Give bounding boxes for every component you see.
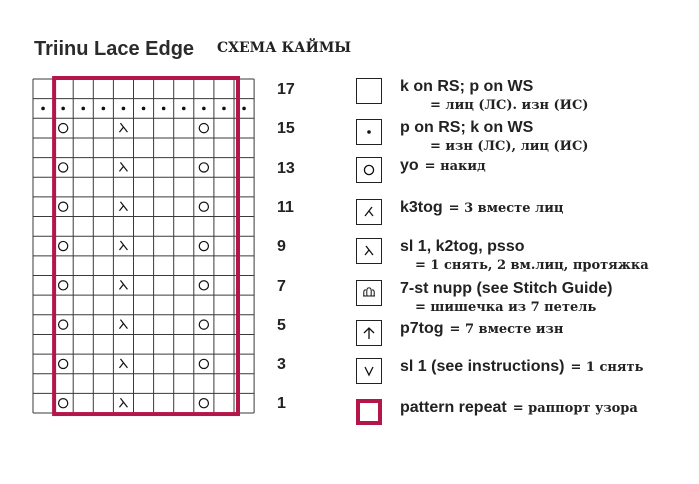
legend-russian-label: = изн (ЛС), лиц (ИС) [430, 139, 589, 154]
chart-cell-decrease-mark [119, 359, 127, 368]
chart-cell-yo-circle [199, 202, 208, 211]
sk2p-symbol-icon [356, 238, 382, 264]
legend-label [400, 358, 643, 376]
legend-label [400, 157, 486, 175]
legend-russian-label: = 7 вместе изн [449, 322, 564, 337]
chart-cell-yo-circle [199, 241, 208, 250]
chart-cell-purl-dot [81, 107, 85, 111]
legend-english-label: k on RS; p on WS [400, 78, 534, 95]
chart-cell-yo-circle [59, 281, 68, 290]
chart-cell-decrease-mark [119, 280, 127, 289]
chart-cell-yo-circle [59, 163, 68, 172]
chart-cell-decrease-mark [119, 241, 127, 250]
chart-cell-purl-dot [61, 107, 65, 111]
chart-cell-decrease-mark [119, 398, 127, 407]
chart-cell-decrease-mark [119, 162, 127, 171]
chart-cell-purl-dot [182, 107, 186, 111]
row-number: 15 [277, 120, 295, 138]
legend-english-label: p on RS; k on WS [400, 119, 534, 136]
chart-cell-purl-dot [162, 107, 166, 111]
chart-cell-yo-circle [59, 202, 68, 211]
row-number: 7 [277, 277, 286, 295]
chart-cell-purl-dot [242, 107, 246, 111]
chart-cell-purl-dot [122, 107, 126, 111]
chart-cell-decrease-mark [119, 320, 127, 329]
chart-cell-purl-dot [102, 107, 106, 111]
legend-label [400, 399, 638, 417]
legend-label [400, 119, 589, 154]
legend-russian-label: = 3 вместе лиц [448, 201, 564, 216]
p7tog-symbol-icon [356, 320, 382, 346]
chart-cell-yo-circle [59, 359, 68, 368]
row-number: 5 [277, 316, 286, 334]
chart-cell-yo-circle [59, 320, 68, 329]
legend-english-label: k3tog [400, 199, 443, 216]
chart-cell-purl-dot [142, 107, 146, 111]
k3tog-symbol-icon [356, 199, 382, 225]
chart-cell-yo-circle [199, 399, 208, 408]
legend-english-label: p7tog [400, 320, 444, 337]
chart-cell-yo-circle [199, 281, 208, 290]
legend-label [400, 320, 563, 338]
legend-english-label: 7-st nupp (see Stitch Guide) [400, 280, 613, 297]
row-number: 9 [277, 238, 286, 256]
chart-cell-purl-dot [41, 107, 45, 111]
chart-cell-yo-circle [59, 124, 68, 133]
row-number: 17 [277, 81, 295, 98]
legend-english-label: yo [400, 157, 419, 174]
purl-symbol-icon [356, 119, 382, 145]
knit-symbol-icon [356, 78, 382, 104]
legend-label [400, 280, 613, 315]
chart-cell-purl-dot [202, 107, 206, 111]
chart-cell-yo-circle [199, 124, 208, 133]
sl1-symbol-icon [356, 358, 382, 384]
chart-cell-yo-circle [199, 320, 208, 329]
chart-cell-yo-circle [59, 399, 68, 408]
row-number: 13 [277, 159, 295, 177]
row-number: 1 [277, 395, 286, 413]
chart-cell-purl-dot [222, 107, 226, 111]
yo-symbol-icon [356, 157, 382, 183]
legend-english-label: pattern repeat [400, 399, 507, 416]
legend-russian-label: = лиц (ЛС). изн (ИС) [430, 98, 589, 113]
chart-cell-decrease-mark [119, 123, 127, 132]
legend-label [400, 78, 589, 113]
repeat-symbol-icon [356, 399, 382, 425]
chart-subtitle: СХЕМА КАЙМЫ [217, 40, 352, 56]
legend-english-label: sl 1, k2tog, psso [400, 238, 525, 255]
legend-russian-label: = шишечка из 7 петель [415, 300, 597, 315]
chart-cell-yo-circle [199, 359, 208, 368]
row-number: 3 [277, 356, 286, 374]
legend-english-label: sl 1 (see instructions) [400, 358, 565, 375]
legend-label [400, 199, 563, 217]
row-number: 11 [277, 198, 294, 216]
pattern-repeat-outline [54, 78, 238, 414]
chart-cell-yo-circle [199, 163, 208, 172]
legend-russian-label: = раппорт узора [512, 401, 638, 416]
chart-cell-yo-circle [59, 241, 68, 250]
chart-title: Triinu Lace Edge [34, 38, 195, 60]
legend-russian-label: = накид [424, 159, 486, 174]
legend-russian-label: = 1 снять, 2 вм.лиц, протяжка [415, 258, 649, 273]
legend-label [400, 238, 649, 273]
chart-cell-decrease-mark [119, 202, 127, 211]
nupp-symbol-icon [356, 280, 382, 306]
legend-russian-label: = 1 снять [570, 360, 644, 375]
